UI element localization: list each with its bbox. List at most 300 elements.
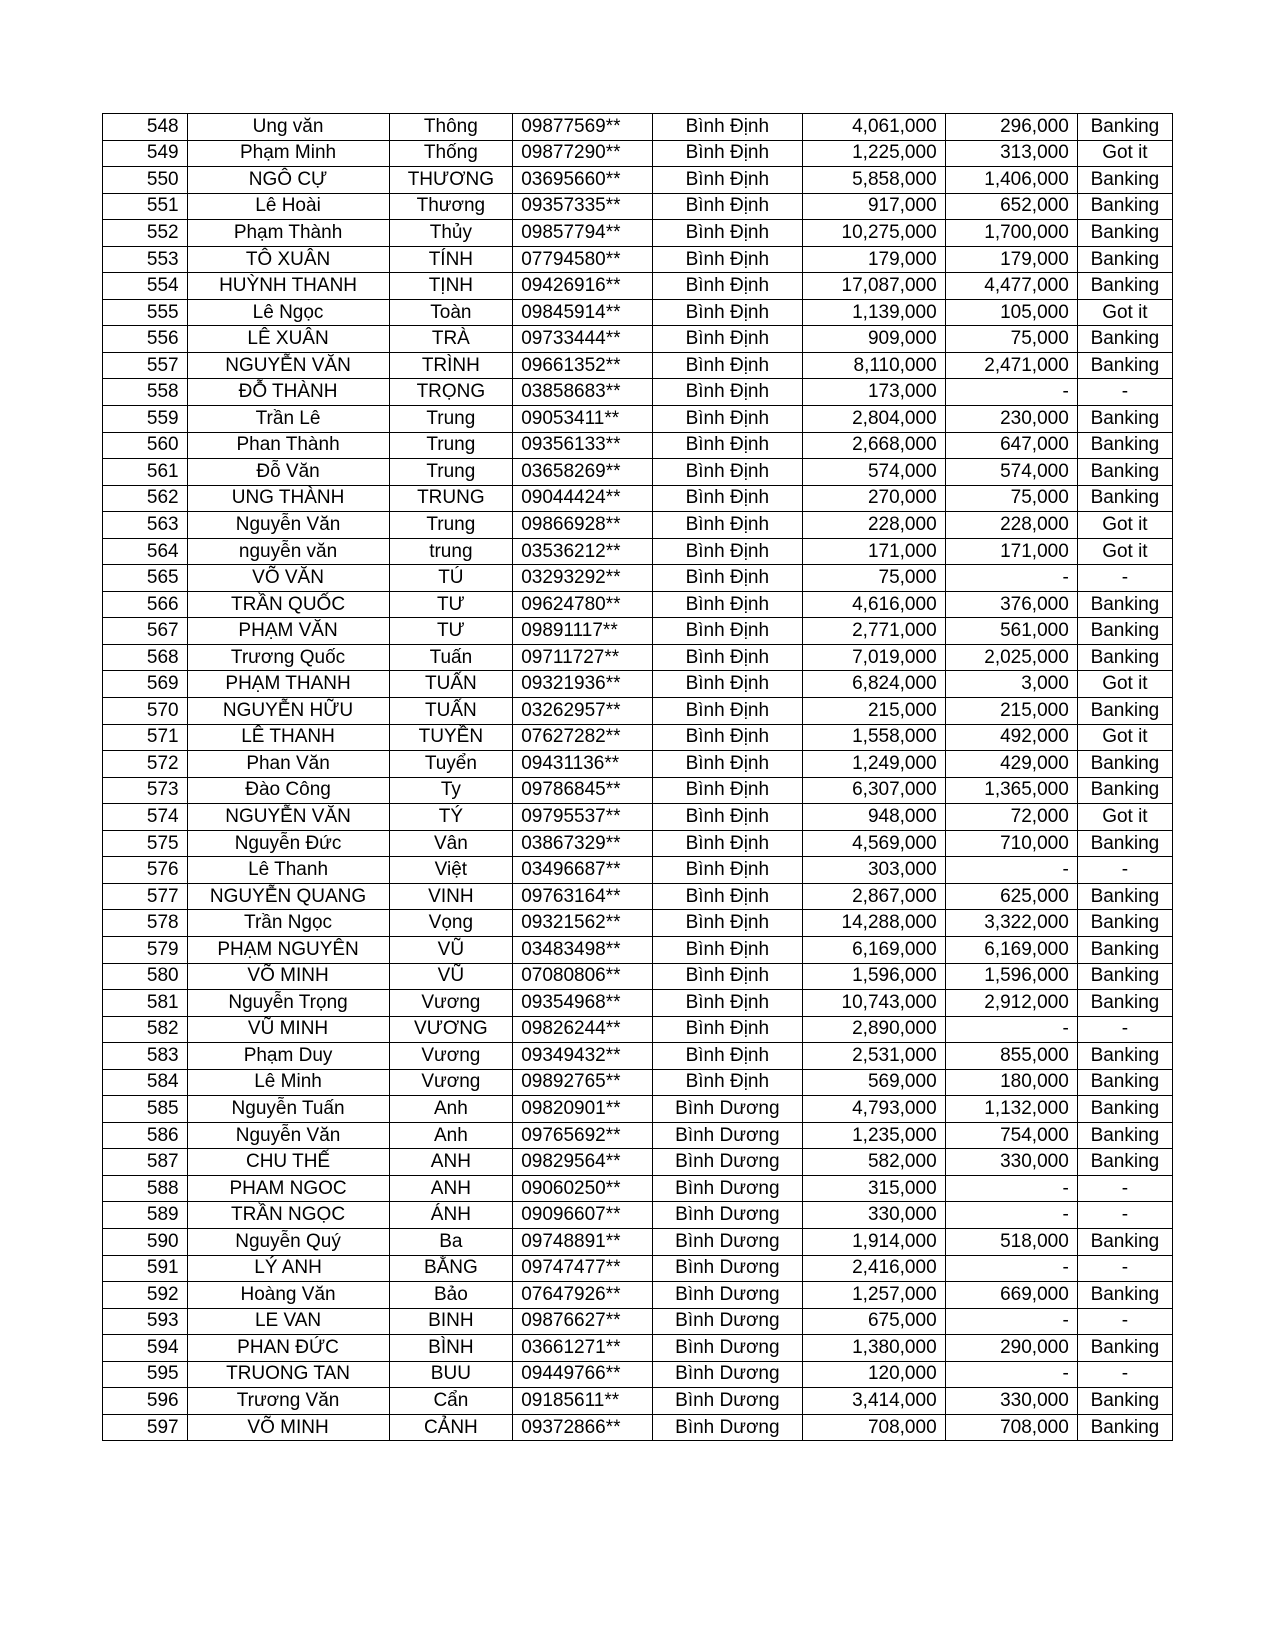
paid-amount-cell: 2,025,000: [945, 644, 1077, 671]
payment-method-cell: -: [1077, 1202, 1172, 1229]
province-cell: Bình Dương: [652, 1122, 802, 1149]
paid-amount-cell: 3,000: [945, 671, 1077, 698]
total-amount-cell: 1,235,000: [802, 1122, 945, 1149]
table-row: [103, 1282, 1173, 1309]
payment-method-cell: Banking: [1077, 167, 1172, 194]
family-name-cell: PHẠM THANH: [187, 671, 389, 698]
given-name-cell: TRỌNG: [389, 379, 513, 406]
row-number-cell: 552: [103, 220, 188, 247]
province-cell: Bình Định: [652, 963, 802, 990]
given-name-cell: Bảo: [389, 1282, 513, 1309]
total-amount-cell: 917,000: [802, 193, 945, 220]
table-row: [103, 936, 1173, 963]
family-name-cell: UNG THÀNH: [187, 485, 389, 512]
given-name-cell: ANH: [389, 1149, 513, 1176]
phone-cell: 09357335**: [513, 193, 653, 220]
row-number-cell: 548: [103, 114, 188, 141]
table-row: [103, 273, 1173, 300]
payment-method-cell: -: [1077, 1308, 1172, 1335]
phone-cell: 09354968**: [513, 990, 653, 1017]
row-number-cell: 584: [103, 1069, 188, 1096]
payment-method-cell: Banking: [1077, 830, 1172, 857]
given-name-cell: ÁNH: [389, 1202, 513, 1229]
row-number-cell: 557: [103, 352, 188, 379]
province-cell: Bình Dương: [652, 1228, 802, 1255]
row-number-cell: 578: [103, 910, 188, 937]
table-row: [103, 246, 1173, 273]
family-name-cell: Lê Minh: [187, 1069, 389, 1096]
table-row: [103, 220, 1173, 247]
paid-amount-cell: -: [945, 1308, 1077, 1335]
paid-amount-cell: 6,169,000: [945, 936, 1077, 963]
paid-amount-cell: -: [945, 379, 1077, 406]
phone-cell: 09876627**: [513, 1308, 653, 1335]
family-name-cell: LÊ THANH: [187, 724, 389, 751]
table-row: [103, 1228, 1173, 1255]
table-row: [103, 644, 1173, 671]
given-name-cell: TÚ: [389, 565, 513, 592]
total-amount-cell: 8,110,000: [802, 352, 945, 379]
phone-cell: 03293292**: [513, 565, 653, 592]
table-row: [103, 777, 1173, 804]
row-number-cell: 569: [103, 671, 188, 698]
phone-cell: 03661271**: [513, 1335, 653, 1362]
total-amount-cell: 708,000: [802, 1414, 945, 1441]
given-name-cell: TƯ: [389, 618, 513, 645]
row-number-cell: 577: [103, 883, 188, 910]
payment-method-cell: -: [1077, 1361, 1172, 1388]
table-row: [103, 883, 1173, 910]
row-number-cell: 558: [103, 379, 188, 406]
given-name-cell: Vân: [389, 830, 513, 857]
province-cell: Bình Định: [652, 459, 802, 486]
total-amount-cell: 569,000: [802, 1069, 945, 1096]
given-name-cell: Toàn: [389, 299, 513, 326]
table-row: [103, 830, 1173, 857]
province-cell: Bình Dương: [652, 1335, 802, 1362]
row-number-cell: 568: [103, 644, 188, 671]
province-cell: Bình Định: [652, 565, 802, 592]
province-cell: Bình Định: [652, 379, 802, 406]
family-name-cell: Phan Thành: [187, 432, 389, 459]
province-cell: Bình Định: [652, 1069, 802, 1096]
province-cell: Bình Định: [652, 698, 802, 725]
province-cell: Bình Định: [652, 273, 802, 300]
given-name-cell: Ty: [389, 777, 513, 804]
family-name-cell: VÕ MINH: [187, 1414, 389, 1441]
province-cell: Bình Định: [652, 1016, 802, 1043]
total-amount-cell: 75,000: [802, 565, 945, 592]
phone-cell: 09765692**: [513, 1122, 653, 1149]
given-name-cell: BUU: [389, 1361, 513, 1388]
family-name-cell: TRẦN QUỐC: [187, 591, 389, 618]
family-name-cell: Nguyễn Quý: [187, 1228, 389, 1255]
province-cell: Bình Định: [652, 883, 802, 910]
phone-cell: 07794580**: [513, 246, 653, 273]
payment-method-cell: Banking: [1077, 591, 1172, 618]
row-number-cell: 553: [103, 246, 188, 273]
phone-cell: 09795537**: [513, 804, 653, 831]
given-name-cell: Tuấn: [389, 644, 513, 671]
given-name-cell: Thủy: [389, 220, 513, 247]
province-cell: Bình Định: [652, 936, 802, 963]
paid-amount-cell: 1,406,000: [945, 167, 1077, 194]
phone-cell: 09892765**: [513, 1069, 653, 1096]
paid-amount-cell: 561,000: [945, 618, 1077, 645]
table-row: [103, 1096, 1173, 1123]
row-number-cell: 550: [103, 167, 188, 194]
total-amount-cell: 6,824,000: [802, 671, 945, 698]
phone-cell: 09321936**: [513, 671, 653, 698]
payment-method-cell: Banking: [1077, 1096, 1172, 1123]
table-row: [103, 299, 1173, 326]
given-name-cell: Thương: [389, 193, 513, 220]
phone-cell: 09877290**: [513, 140, 653, 167]
table-row: [103, 193, 1173, 220]
province-cell: Bình Định: [652, 432, 802, 459]
row-number-cell: 585: [103, 1096, 188, 1123]
province-cell: Bình Dương: [652, 1282, 802, 1309]
table-row: [103, 1335, 1173, 1362]
phone-cell: 03496687**: [513, 857, 653, 884]
family-name-cell: NGUYỄN QUANG: [187, 883, 389, 910]
row-number-cell: 575: [103, 830, 188, 857]
table-row: [103, 1149, 1173, 1176]
paid-amount-cell: 330,000: [945, 1149, 1077, 1176]
row-number-cell: 592: [103, 1282, 188, 1309]
family-name-cell: Phan Văn: [187, 751, 389, 778]
table-row: [103, 963, 1173, 990]
payment-method-cell: Banking: [1077, 910, 1172, 937]
paid-amount-cell: 1,132,000: [945, 1096, 1077, 1123]
row-number-cell: 596: [103, 1388, 188, 1415]
row-number-cell: 593: [103, 1308, 188, 1335]
family-name-cell: Lê Ngọc: [187, 299, 389, 326]
total-amount-cell: 14,288,000: [802, 910, 945, 937]
total-amount-cell: 2,867,000: [802, 883, 945, 910]
family-name-cell: Phạm Thành: [187, 220, 389, 247]
phone-cell: 09053411**: [513, 406, 653, 433]
province-cell: Bình Định: [652, 299, 802, 326]
given-name-cell: Trung: [389, 512, 513, 539]
province-cell: Bình Định: [652, 485, 802, 512]
row-number-cell: 576: [103, 857, 188, 884]
total-amount-cell: 1,558,000: [802, 724, 945, 751]
paid-amount-cell: 855,000: [945, 1043, 1077, 1070]
payment-method-cell: Banking: [1077, 751, 1172, 778]
paid-amount-cell: 429,000: [945, 751, 1077, 778]
given-name-cell: VŨ: [389, 936, 513, 963]
paid-amount-cell: 2,471,000: [945, 352, 1077, 379]
phone-cell: 09044424**: [513, 485, 653, 512]
phone-cell: 09826244**: [513, 1016, 653, 1043]
row-number-cell: 570: [103, 698, 188, 725]
payment-method-cell: Banking: [1077, 273, 1172, 300]
given-name-cell: Vọng: [389, 910, 513, 937]
province-cell: Bình Dương: [652, 1414, 802, 1441]
phone-cell: 03262957**: [513, 698, 653, 725]
given-name-cell: TỊNH: [389, 273, 513, 300]
table-row: [103, 114, 1173, 141]
row-number-cell: 560: [103, 432, 188, 459]
row-number-cell: 571: [103, 724, 188, 751]
total-amount-cell: 2,531,000: [802, 1043, 945, 1070]
paid-amount-cell: 179,000: [945, 246, 1077, 273]
table-row: [103, 857, 1173, 884]
given-name-cell: TRÀ: [389, 326, 513, 353]
total-amount-cell: 1,257,000: [802, 1282, 945, 1309]
given-name-cell: trung: [389, 538, 513, 565]
table-row: [103, 751, 1173, 778]
row-number-cell: 595: [103, 1361, 188, 1388]
family-name-cell: Đỗ Văn: [187, 459, 389, 486]
province-cell: Bình Dương: [652, 1096, 802, 1123]
phone-cell: 09060250**: [513, 1175, 653, 1202]
table-row: [103, 1308, 1173, 1335]
table-row: [103, 990, 1173, 1017]
family-name-cell: NGUYỄN VĂN: [187, 352, 389, 379]
payment-method-cell: Got it: [1077, 724, 1172, 751]
table-row: [103, 459, 1173, 486]
family-name-cell: PHẠM NGUYÊN: [187, 936, 389, 963]
phone-cell: 09431136**: [513, 751, 653, 778]
paid-amount-cell: -: [945, 1175, 1077, 1202]
given-name-cell: Ba: [389, 1228, 513, 1255]
phone-cell: 09624780**: [513, 591, 653, 618]
row-number-cell: 590: [103, 1228, 188, 1255]
total-amount-cell: 4,061,000: [802, 114, 945, 141]
payment-method-cell: Banking: [1077, 459, 1172, 486]
paid-amount-cell: 105,000: [945, 299, 1077, 326]
table-row: [103, 1043, 1173, 1070]
family-name-cell: Nguyễn Đức: [187, 830, 389, 857]
phone-cell: 07080806**: [513, 963, 653, 990]
total-amount-cell: 171,000: [802, 538, 945, 565]
phone-cell: 09786845**: [513, 777, 653, 804]
phone-cell: 09845914**: [513, 299, 653, 326]
total-amount-cell: 303,000: [802, 857, 945, 884]
paid-amount-cell: 180,000: [945, 1069, 1077, 1096]
payment-method-cell: Banking: [1077, 883, 1172, 910]
table-row: [103, 1414, 1173, 1441]
table-row: [103, 618, 1173, 645]
total-amount-cell: 2,804,000: [802, 406, 945, 433]
payment-method-cell: Banking: [1077, 1228, 1172, 1255]
paid-amount-cell: 3,322,000: [945, 910, 1077, 937]
phone-cell: 09349432**: [513, 1043, 653, 1070]
province-cell: Bình Dương: [652, 1175, 802, 1202]
family-name-cell: LÝ ANH: [187, 1255, 389, 1282]
paid-amount-cell: 72,000: [945, 804, 1077, 831]
total-amount-cell: 574,000: [802, 459, 945, 486]
province-cell: Bình Định: [652, 830, 802, 857]
total-amount-cell: 7,019,000: [802, 644, 945, 671]
given-name-cell: Vương: [389, 1069, 513, 1096]
row-number-cell: 564: [103, 538, 188, 565]
table-row: [103, 804, 1173, 831]
paid-amount-cell: 754,000: [945, 1122, 1077, 1149]
payment-method-cell: Banking: [1077, 1388, 1172, 1415]
province-cell: Bình Định: [652, 406, 802, 433]
given-name-cell: TÍNH: [389, 246, 513, 273]
given-name-cell: Trung: [389, 432, 513, 459]
province-cell: Bình Dương: [652, 1255, 802, 1282]
family-name-cell: PHAM NGOC: [187, 1175, 389, 1202]
province-cell: Bình Định: [652, 591, 802, 618]
paid-amount-cell: 228,000: [945, 512, 1077, 539]
total-amount-cell: 675,000: [802, 1308, 945, 1335]
province-cell: Bình Định: [652, 777, 802, 804]
payment-method-cell: Got it: [1077, 299, 1172, 326]
payment-method-cell: Banking: [1077, 352, 1172, 379]
row-number-cell: 591: [103, 1255, 188, 1282]
table-row: [103, 698, 1173, 725]
phone-cell: 09185611**: [513, 1388, 653, 1415]
payment-method-cell: Got it: [1077, 804, 1172, 831]
family-name-cell: VÕ VĂN: [187, 565, 389, 592]
table-row: [103, 512, 1173, 539]
paid-amount-cell: -: [945, 1016, 1077, 1043]
phone-cell: 09356133**: [513, 432, 653, 459]
family-name-cell: NGÔ CỰ: [187, 167, 389, 194]
given-name-cell: Anh: [389, 1122, 513, 1149]
family-name-cell: LE VAN: [187, 1308, 389, 1335]
province-cell: Bình Định: [652, 751, 802, 778]
total-amount-cell: 948,000: [802, 804, 945, 831]
data-table: [102, 113, 1173, 1441]
paid-amount-cell: 492,000: [945, 724, 1077, 751]
payment-method-cell: Banking: [1077, 1043, 1172, 1070]
total-amount-cell: 2,771,000: [802, 618, 945, 645]
province-cell: Bình Định: [652, 990, 802, 1017]
payment-method-cell: -: [1077, 1175, 1172, 1202]
payment-method-cell: Banking: [1077, 990, 1172, 1017]
given-name-cell: THƯƠNG: [389, 167, 513, 194]
payment-method-cell: Banking: [1077, 1069, 1172, 1096]
paid-amount-cell: 647,000: [945, 432, 1077, 459]
total-amount-cell: 120,000: [802, 1361, 945, 1388]
paid-amount-cell: 171,000: [945, 538, 1077, 565]
table-row: [103, 167, 1173, 194]
row-number-cell: 556: [103, 326, 188, 353]
paid-amount-cell: 313,000: [945, 140, 1077, 167]
phone-cell: 07627282**: [513, 724, 653, 751]
payment-method-cell: Banking: [1077, 220, 1172, 247]
total-amount-cell: 6,169,000: [802, 936, 945, 963]
family-name-cell: VŨ MINH: [187, 1016, 389, 1043]
total-amount-cell: 909,000: [802, 326, 945, 353]
row-number-cell: 565: [103, 565, 188, 592]
total-amount-cell: 4,616,000: [802, 591, 945, 618]
province-cell: Bình Định: [652, 804, 802, 831]
given-name-cell: TÝ: [389, 804, 513, 831]
phone-cell: 09733444**: [513, 326, 653, 353]
row-number-cell: 573: [103, 777, 188, 804]
province-cell: Bình Định: [652, 220, 802, 247]
given-name-cell: Trung: [389, 406, 513, 433]
phone-cell: 07647926**: [513, 1282, 653, 1309]
family-name-cell: Phạm Minh: [187, 140, 389, 167]
province-cell: Bình Định: [652, 538, 802, 565]
payment-method-cell: Banking: [1077, 406, 1172, 433]
payment-method-cell: Banking: [1077, 1282, 1172, 1309]
given-name-cell: Trung: [389, 459, 513, 486]
phone-cell: 03695660**: [513, 167, 653, 194]
payment-method-cell: Banking: [1077, 326, 1172, 353]
total-amount-cell: 179,000: [802, 246, 945, 273]
total-amount-cell: 1,249,000: [802, 751, 945, 778]
total-amount-cell: 1,914,000: [802, 1228, 945, 1255]
family-name-cell: CHU THẾ: [187, 1149, 389, 1176]
table-row: [103, 406, 1173, 433]
given-name-cell: Thông: [389, 114, 513, 141]
given-name-cell: TUYỀN: [389, 724, 513, 751]
payment-method-cell: Banking: [1077, 963, 1172, 990]
phone-cell: 03536212**: [513, 538, 653, 565]
given-name-cell: VINH: [389, 883, 513, 910]
paid-amount-cell: 75,000: [945, 326, 1077, 353]
family-name-cell: Trần Ngọc: [187, 910, 389, 937]
given-name-cell: TRUNG: [389, 485, 513, 512]
paid-amount-cell: 230,000: [945, 406, 1077, 433]
family-name-cell: Nguyễn Trọng: [187, 990, 389, 1017]
paid-amount-cell: 625,000: [945, 883, 1077, 910]
table-row: [103, 1016, 1173, 1043]
phone-cell: 09321562**: [513, 910, 653, 937]
family-name-cell: PHẠM VĂN: [187, 618, 389, 645]
province-cell: Bình Định: [652, 512, 802, 539]
total-amount-cell: 1,380,000: [802, 1335, 945, 1362]
family-name-cell: Phạm Duy: [187, 1043, 389, 1070]
phone-cell: 09711727**: [513, 644, 653, 671]
province-cell: Bình Định: [652, 644, 802, 671]
paid-amount-cell: 330,000: [945, 1388, 1077, 1415]
total-amount-cell: 17,087,000: [802, 273, 945, 300]
province-cell: Bình Dương: [652, 1149, 802, 1176]
total-amount-cell: 2,416,000: [802, 1255, 945, 1282]
total-amount-cell: 330,000: [802, 1202, 945, 1229]
payment-method-cell: Got it: [1077, 140, 1172, 167]
row-number-cell: 588: [103, 1175, 188, 1202]
row-number-cell: 582: [103, 1016, 188, 1043]
province-cell: Bình Định: [652, 1043, 802, 1070]
province-cell: Bình Định: [652, 618, 802, 645]
total-amount-cell: 2,890,000: [802, 1016, 945, 1043]
province-cell: Bình Định: [652, 671, 802, 698]
phone-cell: 09763164**: [513, 883, 653, 910]
paid-amount-cell: 708,000: [945, 1414, 1077, 1441]
row-number-cell: 587: [103, 1149, 188, 1176]
province-cell: Bình Dương: [652, 1388, 802, 1415]
payment-method-cell: Banking: [1077, 193, 1172, 220]
phone-cell: 09096607**: [513, 1202, 653, 1229]
paid-amount-cell: 376,000: [945, 591, 1077, 618]
total-amount-cell: 582,000: [802, 1149, 945, 1176]
total-amount-cell: 270,000: [802, 485, 945, 512]
payment-method-cell: Banking: [1077, 1335, 1172, 1362]
table-row: [103, 591, 1173, 618]
paid-amount-cell: 652,000: [945, 193, 1077, 220]
given-name-cell: TUẤN: [389, 671, 513, 698]
total-amount-cell: 10,743,000: [802, 990, 945, 1017]
row-number-cell: 579: [103, 936, 188, 963]
table-row: [103, 724, 1173, 751]
family-name-cell: Nguyễn Văn: [187, 512, 389, 539]
family-name-cell: LÊ XUÂN: [187, 326, 389, 353]
province-cell: Bình Định: [652, 724, 802, 751]
phone-cell: 09877569**: [513, 114, 653, 141]
row-number-cell: 563: [103, 512, 188, 539]
